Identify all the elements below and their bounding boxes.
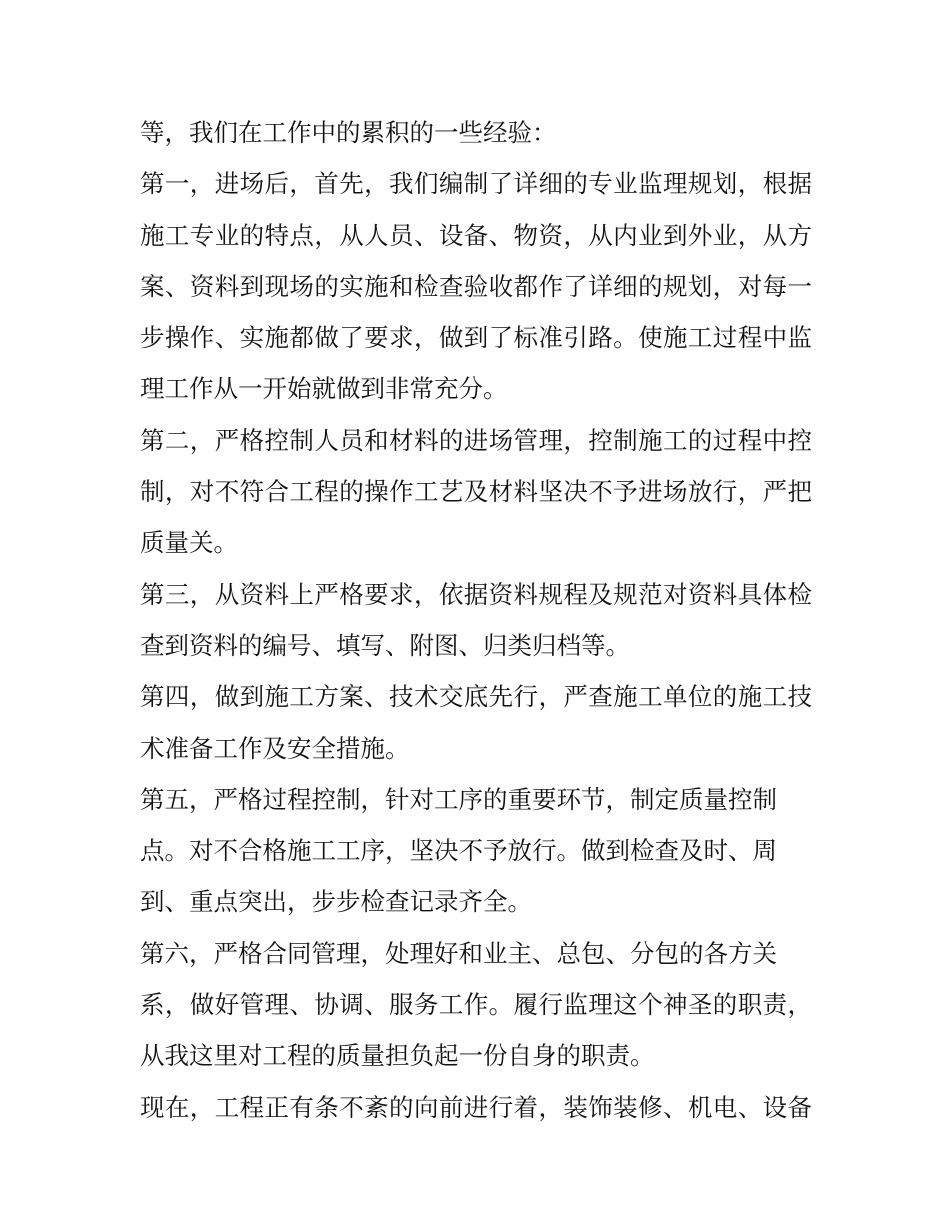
text-line: 从我这里对工程的质量担负起一份自身的职责。 — [140, 1041, 655, 1071]
text-line: 第六，严格合同管理，处理好和业主、总包、分包的各方关 — [140, 938, 777, 968]
text-line: 第三，从资料上严格要求，依据资料规程及规范对资料具体检 — [140, 579, 812, 609]
text-line: 第五，严格过程控制，针对工序的重要环节，制定质量控制 — [140, 784, 777, 814]
text-line: 查到资料的编号、填写、附图、归类归档等。 — [140, 630, 630, 660]
text-line: 现在，工程正有条不紊的向前进行着，装饰装修、机电、设备 — [140, 1092, 812, 1122]
text-line: 施工专业的特点，从人员、设备、物资，从内业到外业，从方 — [140, 220, 812, 250]
text-line: 案、资料到现场的实施和检查验收都作了详细的规划，对每一 — [140, 271, 812, 301]
text-line: 第二，严格控制人员和材料的进场管理，控制施工的过程中控 — [140, 425, 812, 455]
text-line: 系，做好管理、协调、服务工作。履行监理这个神圣的职责， — [140, 990, 812, 1020]
document-body — [140, 107, 812, 1133]
text-line: 步操作、实施都做了要求，做到了标准引路。使施工过程中监 — [140, 323, 812, 353]
text-line: 到、重点突出，步步检查记录齐全。 — [140, 887, 532, 917]
text-line: 点。对不合格施工工序，坚决不予放行。做到检查及时、周 — [140, 836, 777, 866]
text-line: 术准备工作及安全措施。 — [140, 733, 410, 763]
text-line: 等，我们在工作中的累积的一些经验： — [140, 118, 557, 147]
text-line: 质量关。 — [140, 528, 238, 558]
text-line: 第一，进场后，首先，我们编制了详细的专业监理规划，根据 — [140, 169, 812, 199]
text-line: 第四，做到施工方案、技术交底先行，严查施工单位的施工技 — [140, 682, 812, 712]
text-line: 制，对不符合工程的操作工艺及材料坚决不予进场放行，严把 — [140, 477, 812, 507]
text-line: 理工作从一开始就做到非常充分。 — [140, 374, 508, 404]
